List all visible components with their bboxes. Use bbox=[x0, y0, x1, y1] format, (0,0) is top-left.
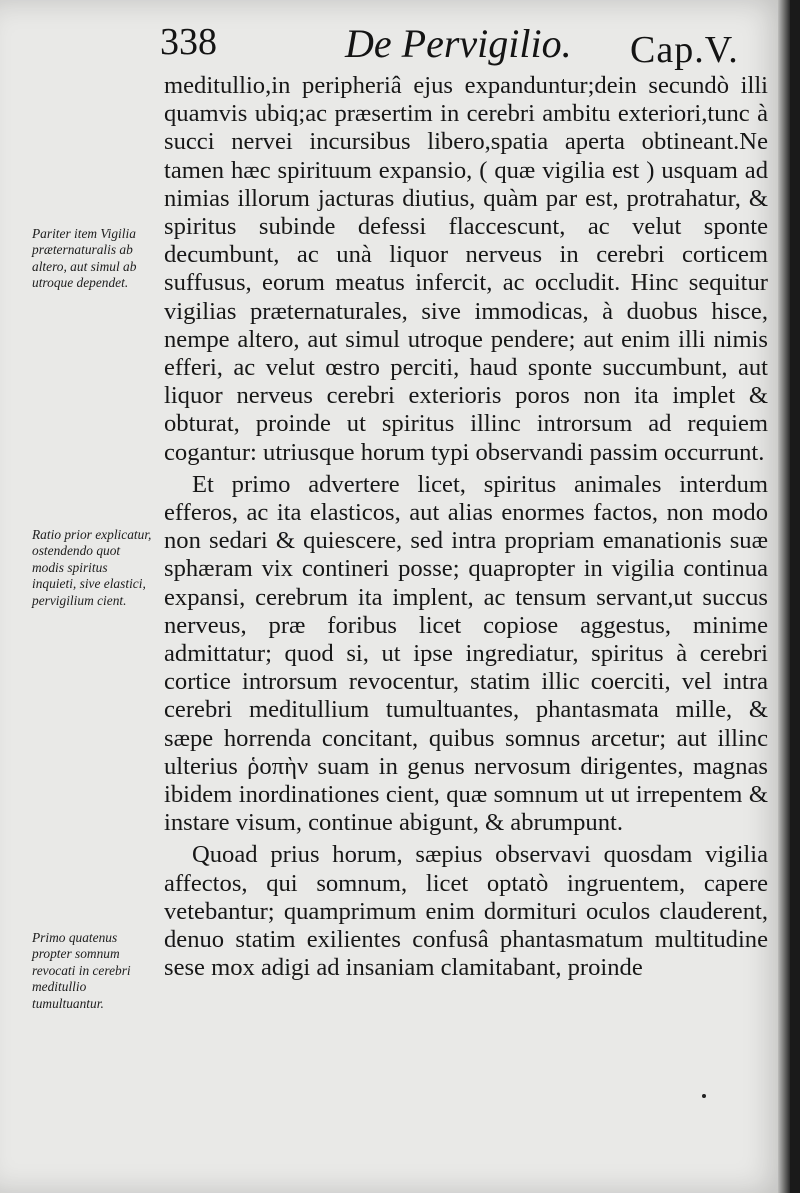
running-title: De Pervigilio. bbox=[345, 21, 572, 66]
page-edge-shadow bbox=[778, 0, 790, 1193]
paragraph-et-primo: Et primo advertere licet, spiritus animales interdum efferos, ac ita elasticos, aut alias enormes factos, non modo non sedari & quiescere, sed intra propriam emanationis suæ sphæram vix contineri posse; quapropter in vigilia continua expansi, cerebrum ita implent, ac tensum servant,ut succus nerveus, præ foribus licet copiose aggestus, minime admittatur; quod si, ut ipse ingrediatur, spiritus à cerebri cortice introrsum revocentur, statim illic coerciti, vel intra cerebri meditullium tumultuantes, phantasmata mille, & sæpe horrenda concitant, quibus somnus arcetur; aut illinc ulterius ῥοπὴν suam in genus nervosum dirigentes, magnas ibidem inordinationes cient, quæ somnum ut ut irrepentem & instare visum, continue abigunt, & abrumpunt. bbox=[164, 470, 768, 837]
paragraph-quoad-prius: Quoad prius horum, sæpius observavi quosdam vigilia affectos, qui somnum, licet optatò ingruentem, capere vetebantur; quamprimum enim dormituri oculos clauderent, denuo statim exilientes confusâ phantasmatum multitudine sese mox adigi ad insaniam clamitabant, proinde bbox=[164, 841, 768, 982]
ink-speck bbox=[702, 1094, 706, 1098]
main-text bbox=[164, 72, 768, 983]
page-number: 338 bbox=[160, 21, 217, 63]
chapter-label: Cap.V. bbox=[630, 29, 739, 71]
margin-note-pariter: Pariter item Vigilia præternaturalis ab altero, aut simul ab utroque dependet. bbox=[32, 226, 137, 291]
margin-note-ratio-prior: Ratio prior explicatur, ostendendo quot modis spiritus inquieti, sive elastici, pervigilium cient. bbox=[32, 527, 152, 608]
running-header bbox=[0, 16, 790, 76]
margin-note-primo-quatenus: Primo quatenus propter somnum revocati in cerebri meditullio tumultuantur. bbox=[32, 930, 131, 1011]
paragraph-continuation: meditullio,in peripheriâ ejus expanduntur;dein secundò illi quamvis ubiq;ac præsertim in cerebri ambitu exteriori,tunc à succi nervei incursibus libero,spatia aperta obtineant.Ne tamen hæc spirituum expansio, ( quæ vigilia est ) usquam ad nimias illorum jacturas diutius, quàm par est, protrahatur, & spiritus subinde defessi flaccescunt, ac velut sponte decumbunt, ac unà liquor nerveus in cerebri corticem suffusus, eorum meatus infercit, ac occludit. Hinc sequitur vigilias præternaturales, sive immodicas, à duobus hisce, nempe altero, aut simul utroque pendere; aut enim illi nimis efferi, ac velut œstro perciti, haud sponte succumbunt, aut liquor nerveus cerebri exterioris poros non ita implet & obturat, proinde ut spiritus illinc introrsum ad requiem cogantur: utriusque horum typi observandi passim occurrunt. bbox=[164, 72, 768, 466]
